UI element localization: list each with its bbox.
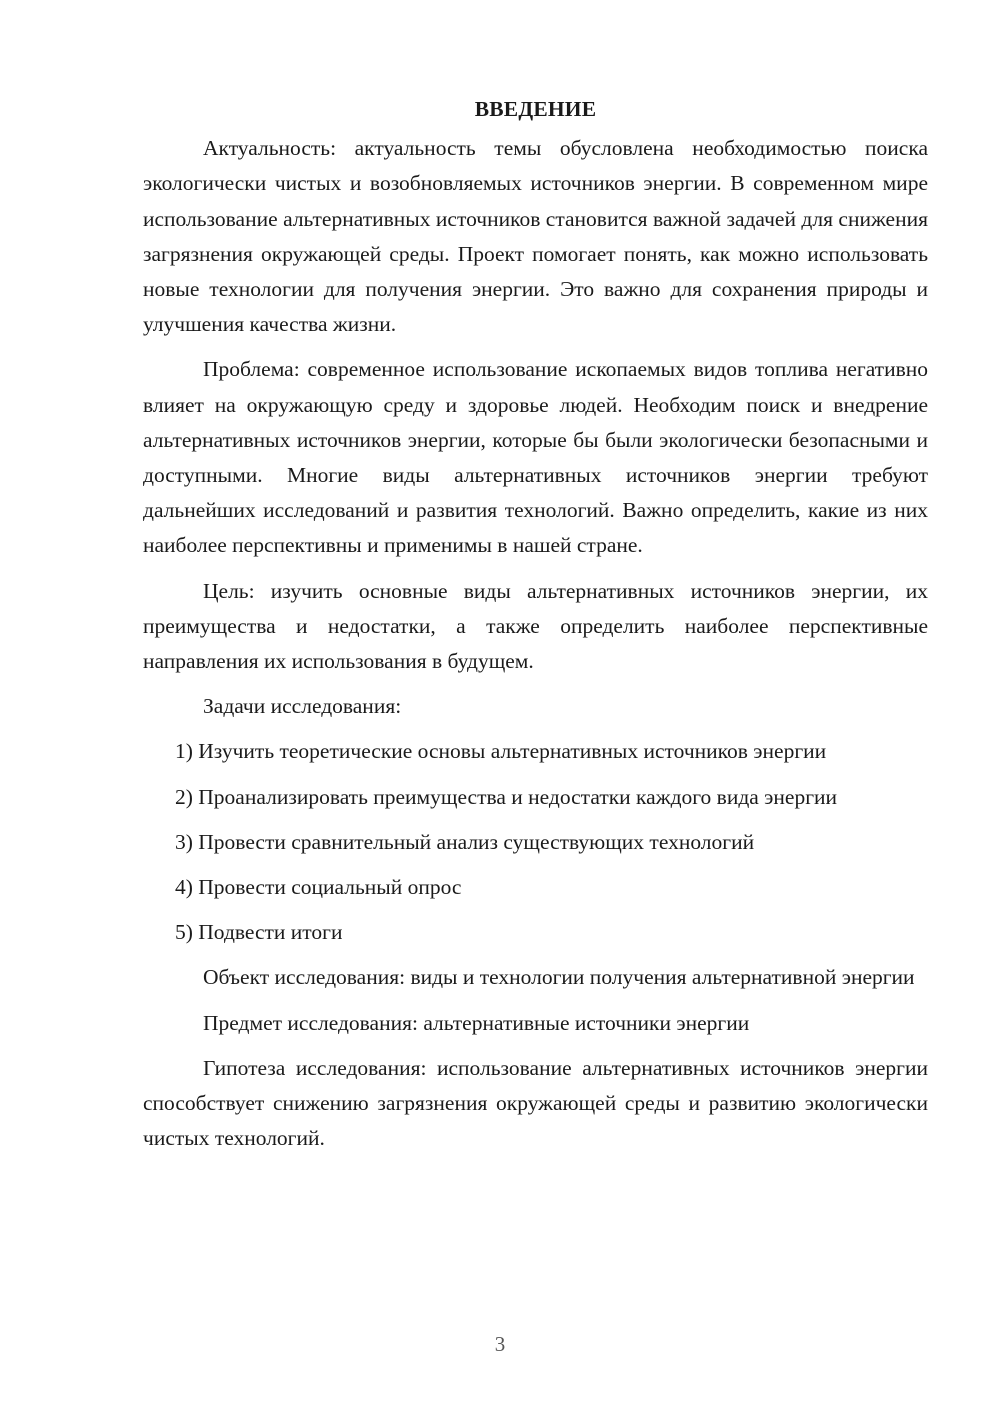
paragraph-subject: Предмет исследования: альтернативные источники энергии (203, 1010, 750, 1035)
tasks-heading: Задачи исследования: (203, 694, 402, 719)
task-item-3: 3) Провести сравнительный анализ существующих технологий (175, 829, 755, 854)
task-item-2: 2) Проанализировать преимущества и недостатки каждого вида энергии (175, 784, 838, 809)
paragraph-goal: Цель: изучить основные виды альтернативных источников энергии, их преимущества и недостатки, а также определить наиболее перспективные направления их использования в будущем. (143, 578, 928, 674)
page-number: 3 (494, 1332, 506, 1356)
document-page (143, 92, 928, 1166)
paragraph-relevance: Актуальность: актуальность темы обусловлена необходимостью поиска экологически чистых и возобновляемых источников энергии. В современном мире использование альтернативных источников становится важной задачей для снижения загрязнения окружающей среды. Проект помогает понять, как можно использовать новые технологии для получения энергии. Это важно для сохранения природы и улучшения качества жизни. (143, 136, 928, 337)
task-item-1: 1) Изучить теоретические основы альтернативных источников энергии (175, 739, 827, 764)
paragraph-hypothesis: Гипотеза исследования: использование альтернативных источников энергии способствует снижению загрязнения окружающей среды и развитию экологически чистых технологий. (143, 1055, 928, 1151)
paragraph-problem: Проблема: современное использование ископаемых видов топлива негативно влияет на окружающую среду и здоровье людей. Необходим поиск и внедрение альтернативных источников энергии, которые бы были экологически безопасными и доступными. Многие виды альтернативных источников энергии требуют дальнейших исследований и развития технологий. Важно определить, какие из них наиболее перспективны и применимы в нашей стране. (143, 357, 928, 558)
paragraph-object: Объект исследования: виды и технологии получения альтернативной энергии (203, 965, 915, 990)
task-item-5: 5) Подвести итоги (175, 920, 343, 945)
section-title: ВВЕДЕНИЕ (474, 97, 597, 121)
task-item-4: 4) Провести социальный опрос (175, 875, 462, 900)
